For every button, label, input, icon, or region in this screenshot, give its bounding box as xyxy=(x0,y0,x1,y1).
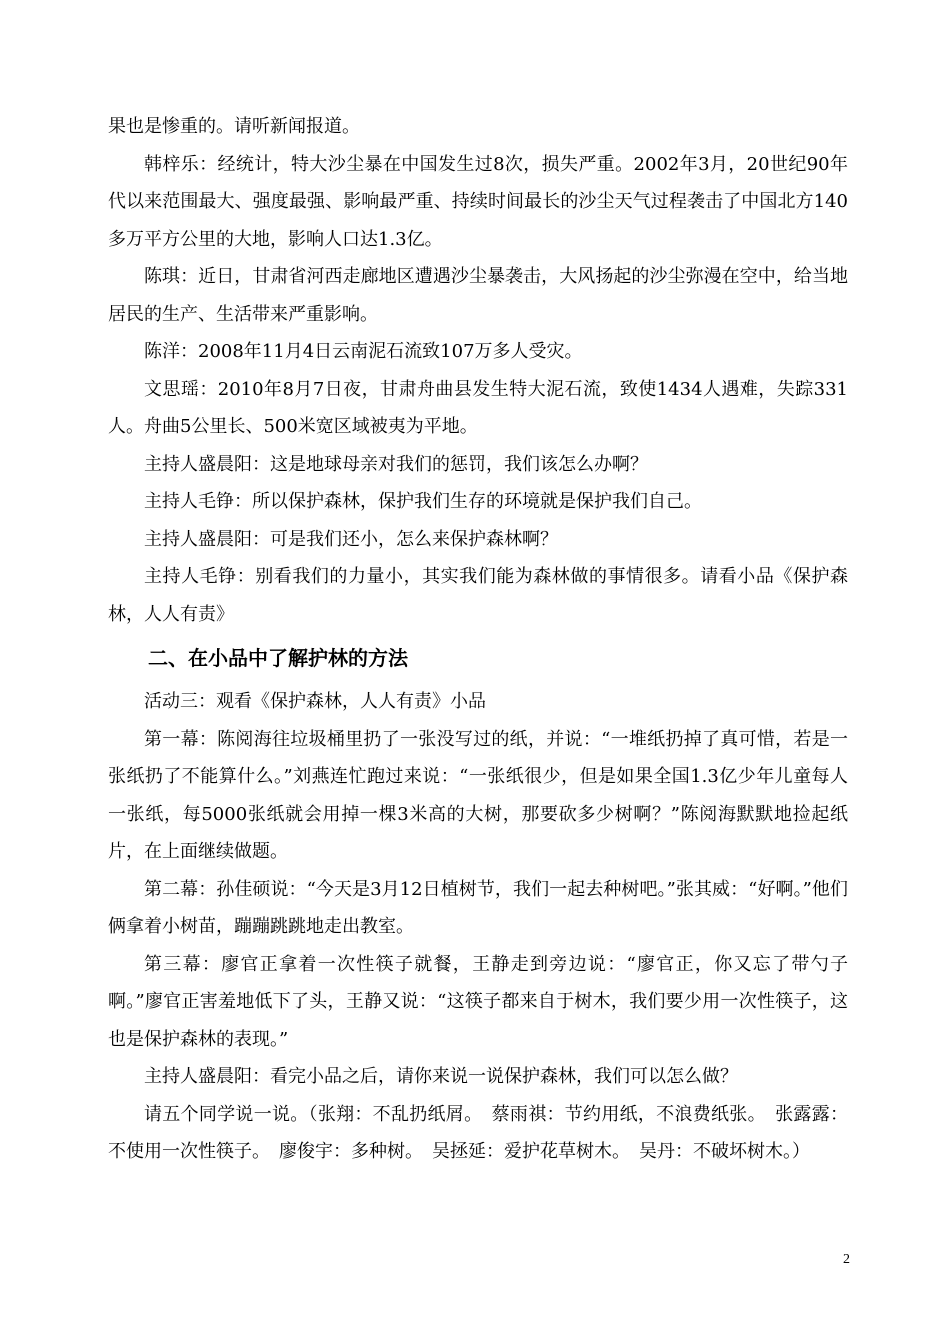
paragraph-chen-qi: 陈琪：近日，甘肃省河西走廊地区遭遇沙尘暴袭击，大风扬起的沙尘弥漫在空中，给当地居民的生产、生活带来严重影响。 xyxy=(108,266,848,325)
paragraph-host-mao-1: 主持人毛铮：所以保护森林，保护我们生存的环境就是保护我们自己。 xyxy=(144,491,702,512)
paragraph-scene-three: 第三幕：廖官正拿着一次性筷子就餐，王静走到旁边说：“廖官正，你又忘了带勺子啊。”廖官正害羞地低下了头，王静又说：“这筷子都来自于树木，我们要少用一次性筷子，这也是保护森林的表现。” xyxy=(108,953,848,1050)
page-number: 2 xyxy=(843,1252,850,1267)
paragraph-wen-siyao: 文思瑶：2010年8月7日夜，甘肃舟曲县发生特大泥石流，致使1434人遇难，失踪331人。舟曲5公里长、500米宽区域被夷为平地。 xyxy=(108,378,848,437)
paragraph-intro-end: 果也是惨重的。请听新闻报道。 xyxy=(108,116,360,137)
paragraph-scene-one: 第一幕：陈阅海往垃圾桶里扔了一张没写过的纸，并说：“一堆纸扔掉了真可惜，若是一张纸扔了不能算什么。”刘燕连忙跑过来说：“一张纸很少，但是如果全国1.3亿少年儿童每人一张纸，每5000张纸就会用掉一棵3米高的大树，那要砍多少树啊？”陈阅海默默地捡起纸片，在上面继续做题。 xyxy=(108,728,848,862)
paragraph-host-sheng-1: 主持人盛晨阳：这是地球母亲对我们的惩罚，我们该怎么办啊？ xyxy=(144,453,648,475)
paragraph-host-mao-2: 主持人毛铮：别看我们的力量小，其实我们能为森林做的事情很多。请看小品《保护森林，人人有责》 xyxy=(108,566,848,625)
paragraph-scene-two: 第二幕：孙佳硕说：“今天是3月12日植树节，我们一起去种树吧。”张其威：“好啊。”他们俩拿着小树苗，蹦蹦跳跳地走出教室。 xyxy=(108,878,848,937)
paragraph-host-sheng-2: 主持人盛晨阳：可是我们还小，怎么来保护森林啊？ xyxy=(144,528,558,550)
document-body xyxy=(108,108,848,1171)
paragraph-han-zile: 韩梓乐：经统计，特大沙尘暴在中国发生过8次，损失严重。2002年3月，20世纪90年代以来范围最大、强度最强、影响最严重、持续时间最长的沙尘天气过程袭击了中国北方140多万平方公里的大地，影响人口达1.3亿。 xyxy=(108,153,848,250)
paragraph-host-sheng-3: 主持人盛晨阳：看完小品之后，请你来说一说保护森林，我们可以怎么做？ xyxy=(144,1066,738,1087)
paragraph-five-students: 请五个同学说一说。（张翔：不乱扔纸屑。 蔡雨祺：节约用纸，不浪费纸张。 张露露：不使用一次性筷子。 廖俊宇：多种树。 吴拯延：爱护花草树木。 吴丹：不破坏树木。） xyxy=(108,1103,848,1162)
paragraph-chen-yang: 陈洋：2008年11月4日云南泥石流致107万多人受灾。 xyxy=(144,341,583,362)
section-heading: 二、在小品中了解护林的方法 xyxy=(148,646,408,670)
paragraph-activity-three: 活动三：观看《保护森林，人人有责》小品 xyxy=(144,691,486,712)
